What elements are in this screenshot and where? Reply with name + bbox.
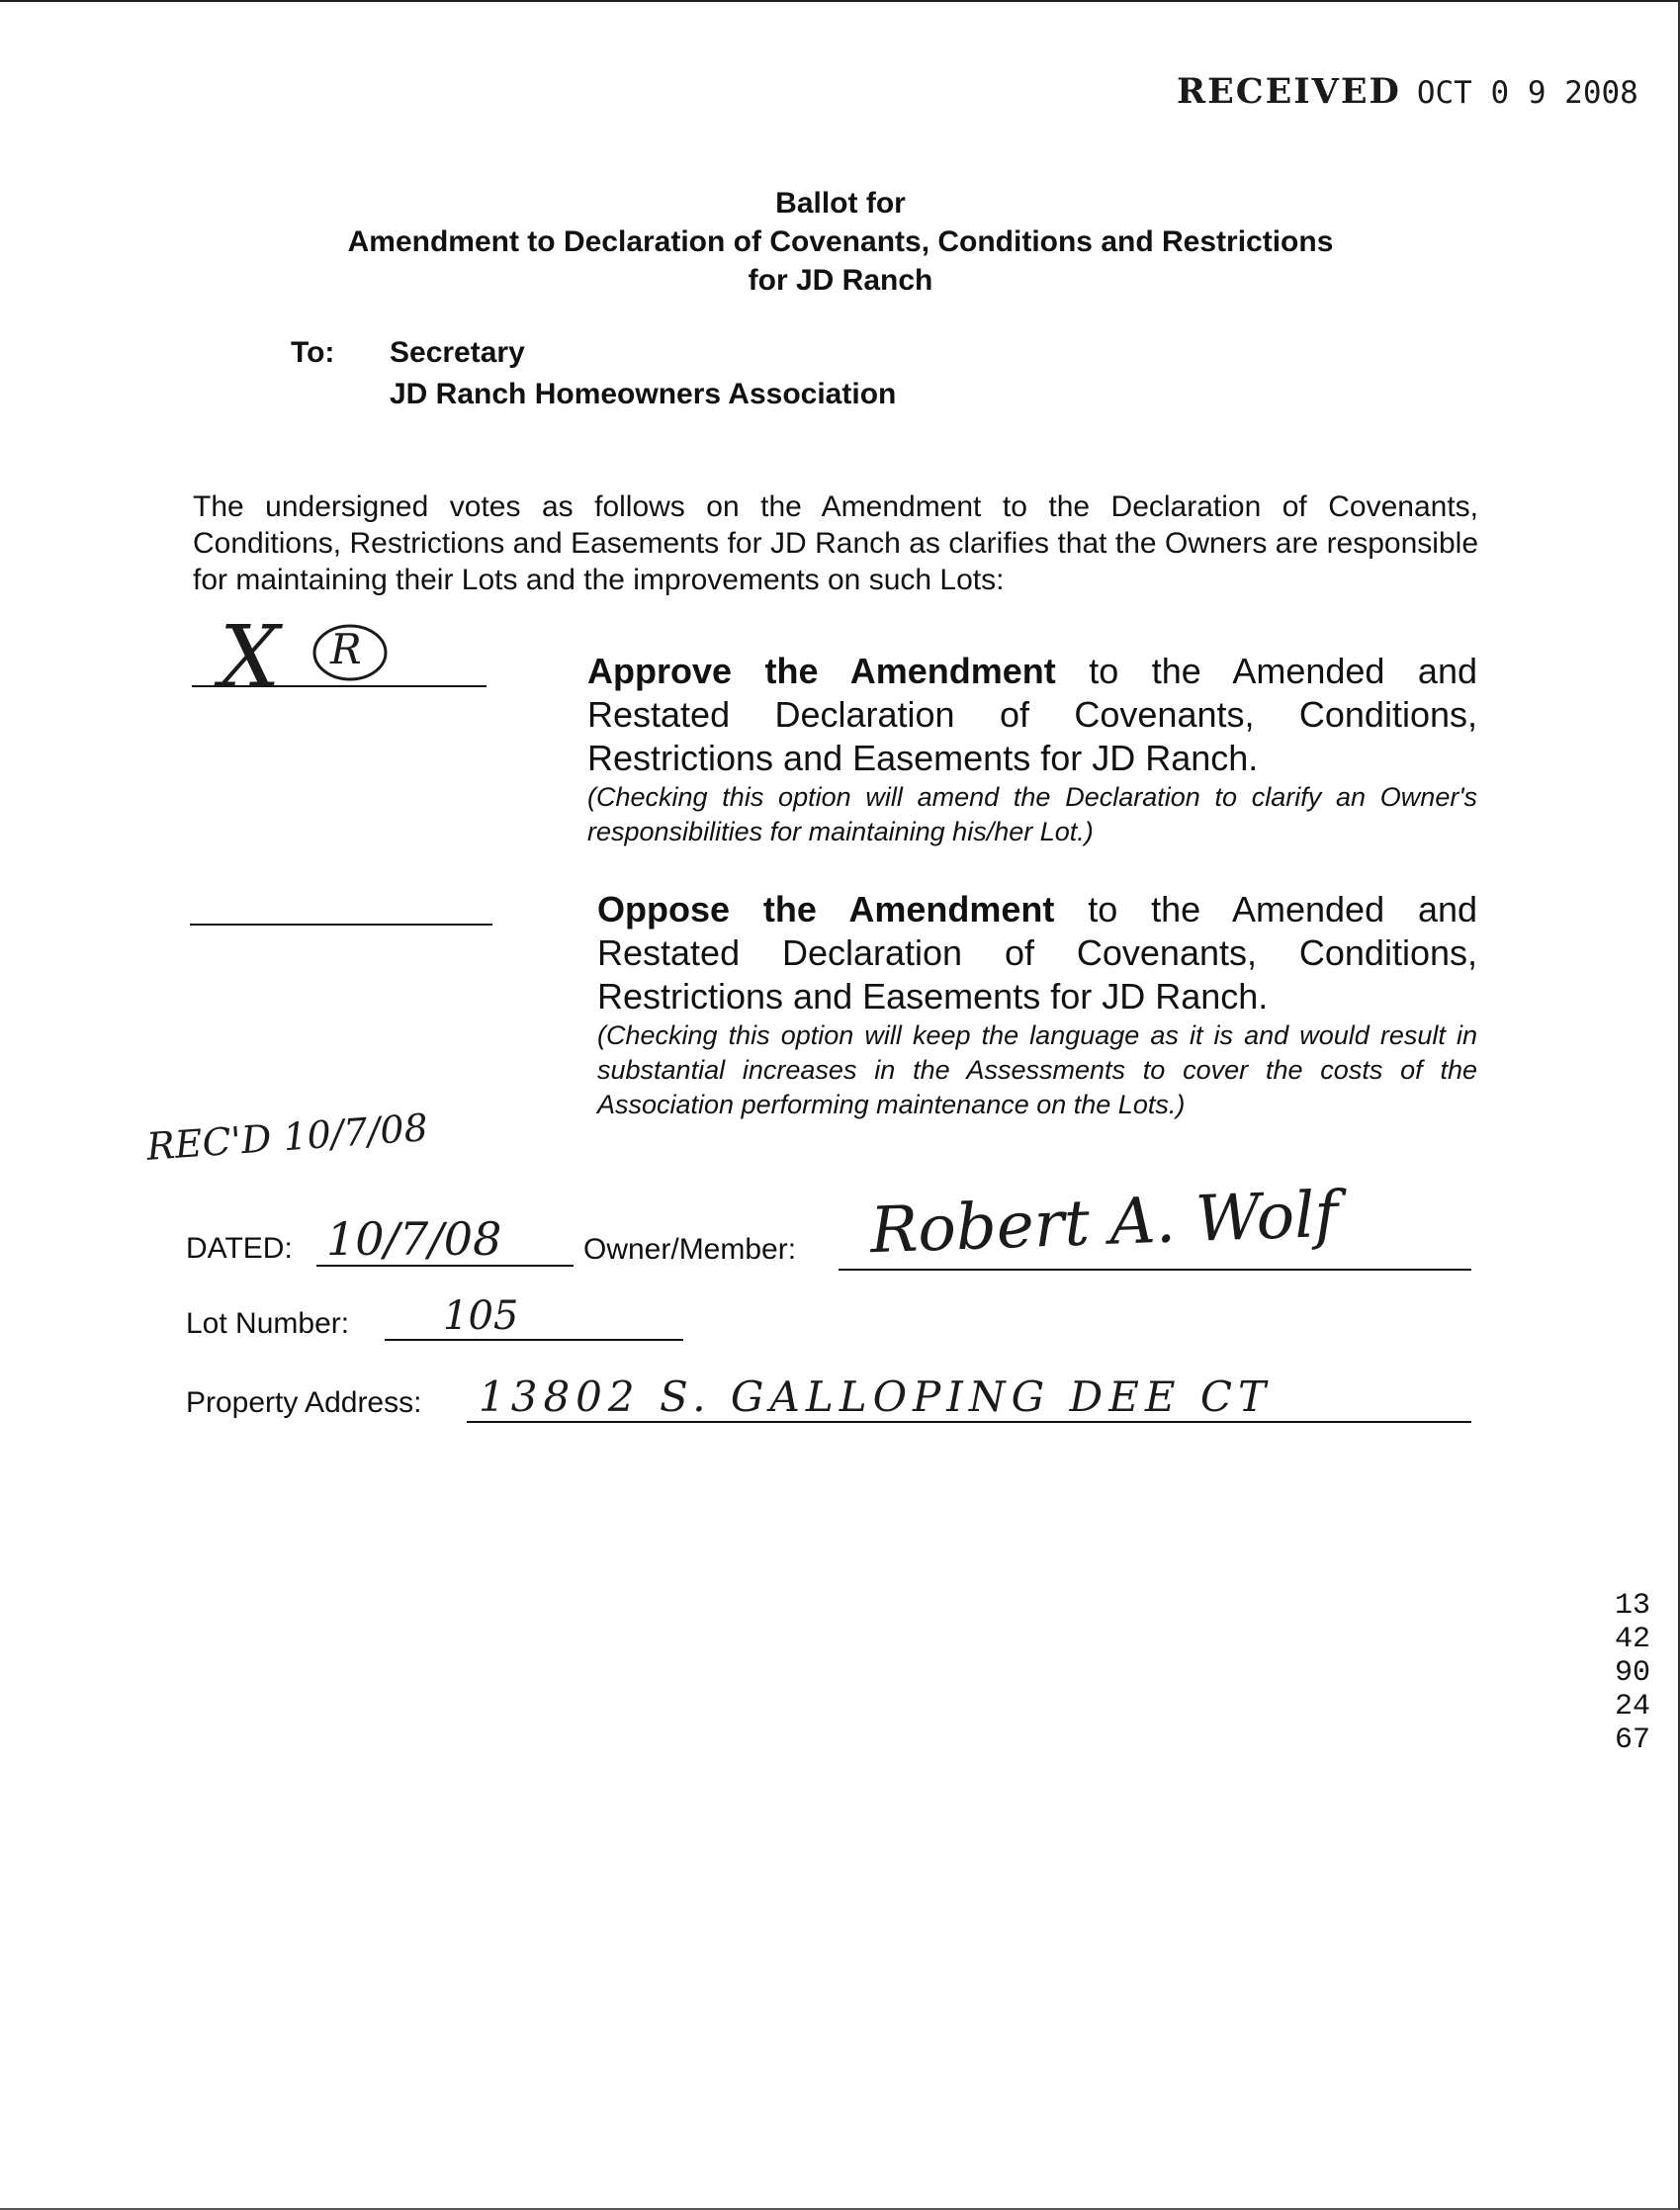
received-stamp	[1177, 71, 1638, 112]
oppose-note: (Checking this option will keep the language as it is and would result in substantial increases in the Assessments to cover the costs of the Association performing maintenance on the Lots.)	[597, 1020, 1477, 1119]
lot-number-label: Lot Number:	[186, 1307, 350, 1340]
approve-text: to the Amended and Restated Declaration of Covenants, Conditions, Restrictions and Easements for JD Ranch.	[587, 651, 1477, 778]
owner-signature[interactable]: Robert A. Wolf	[868, 1178, 1340, 1269]
owner-label: Owner/Member:	[583, 1233, 797, 1266]
owner-underline	[839, 1269, 1471, 1271]
property-address-label: Property Address:	[186, 1386, 422, 1419]
oppose-option	[597, 888, 1477, 1122]
lot-number-underline	[385, 1339, 683, 1341]
approve-mark: X	[220, 608, 281, 707]
approve-initials-circle	[309, 621, 392, 684]
title-line-2: Amendment to Declaration of Covenants, Conditions and Restrictions	[347, 225, 1334, 258]
intro-paragraph: The undersigned votes as follows on the Amendment to the Declaration of Covenants, Conditions, Restrictions and Easements for JD Ranch as clarifies that the Owners are responsible for maintaining their Lots and the improvements on such Lots:	[193, 490, 1478, 596]
oppose-vote-line[interactable]	[190, 924, 492, 926]
to-recipient: Secretary	[390, 336, 525, 369]
oppose-heading: Oppose the Amendment	[597, 889, 1055, 929]
dated-label: DATED:	[186, 1232, 293, 1265]
dated-value[interactable]: 10/7/08	[326, 1212, 502, 1266]
title-line-1: Ballot for	[775, 187, 906, 220]
approve-heading: Approve the Amendment	[587, 651, 1056, 691]
to-label: To:	[291, 336, 335, 369]
document-number: 1342902467	[1615, 1589, 1651, 1757]
approve-option	[587, 650, 1477, 849]
oppose-text: to the Amended and Restated Declaration of Covenants, Conditions, Restrictions and Easements for JD Ranch.	[597, 889, 1478, 1017]
to-organization: JD Ranch Homeowners Association	[390, 378, 897, 410]
received-stamp-date: OCT 0 9 2008	[1416, 75, 1638, 111]
lot-number-value[interactable]: 105	[443, 1293, 519, 1339]
property-address-value[interactable]: 13802 S. GALLOPING DEE CT	[479, 1372, 1273, 1421]
received-handwritten-note: REC'D 10/7/08	[144, 1105, 430, 1169]
title-line-3: for JD Ranch	[748, 264, 933, 297]
received-stamp-word: RECEIVED	[1177, 71, 1401, 112]
property-address-underline	[467, 1421, 1471, 1423]
approve-initials: R	[330, 625, 362, 673]
approve-note: (Checking this option will amend the Declaration to clarify an Owner's responsibilities for maintaining his/her Lot.)	[587, 782, 1477, 846]
